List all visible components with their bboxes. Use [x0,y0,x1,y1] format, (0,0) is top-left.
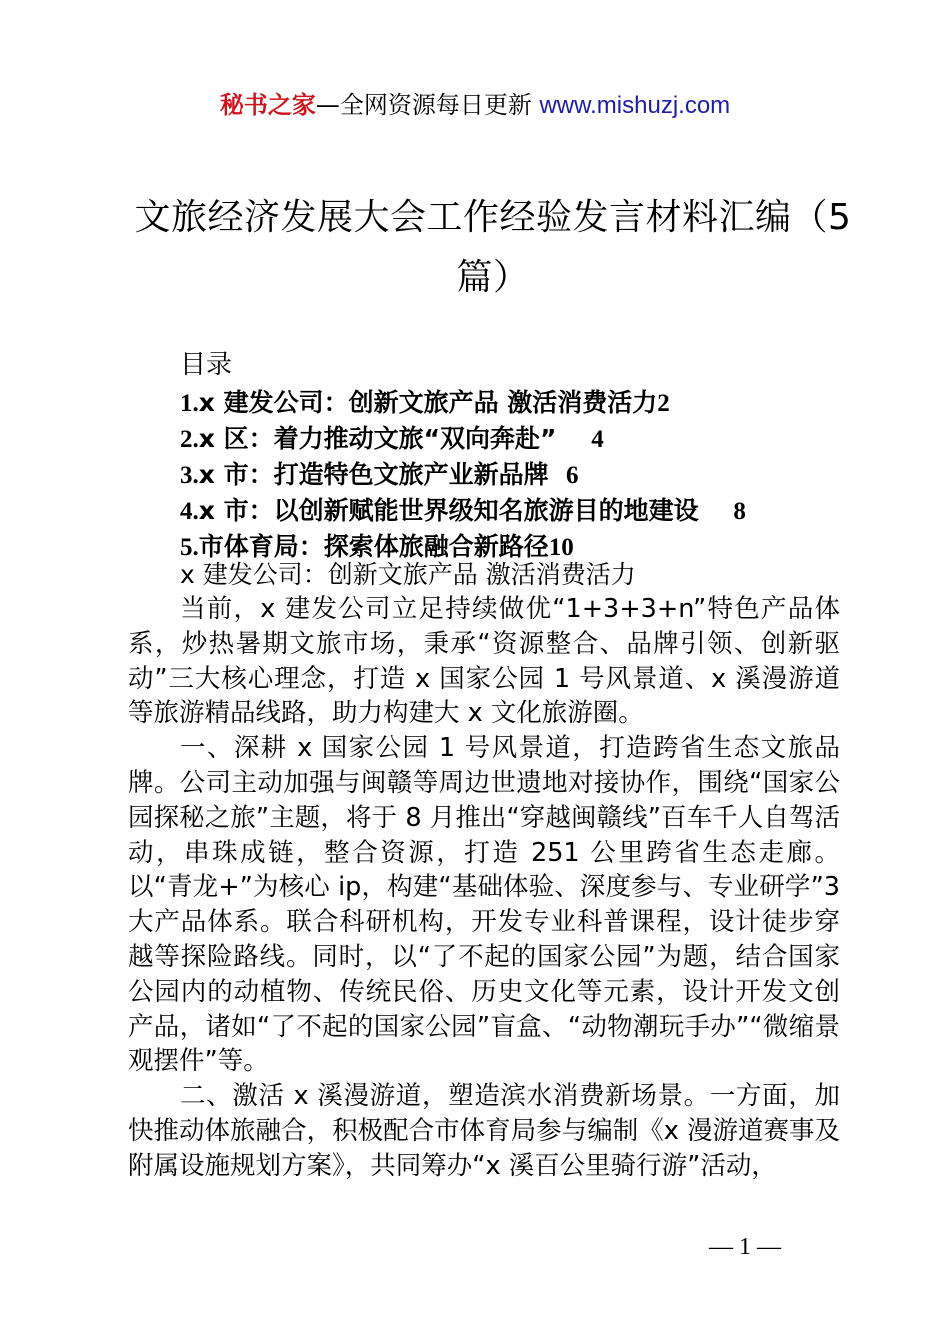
toc-item-number: 3. [180,462,199,489]
toc-item-page: 4 [591,426,604,453]
toc-item-text: x 市：打造特色文旅产业新品牌 [198,460,549,489]
toc-heading: 目录 [180,350,233,380]
toc-item-text: x 市：以创新赋能世界级知名旅游目的地建设 [198,496,699,525]
toc-item-number: 4. [180,498,199,525]
toc-item-page: 10 [548,534,574,561]
article-body [128,592,840,1184]
toc-item[interactable] [180,421,840,457]
toc-item-page: 6 [566,462,579,489]
toc-item[interactable] [180,457,840,493]
body-paragraph: 二、激活 x 溪漫游道，塑造滨水消费新场景。一方面，加快推动体旅融合，积极配合市体育局参与编制《x 漫游道赛事及附属设施规划方案》，共同筹办“x 溪百公里骑行游”活动， [128,1081,840,1181]
toc-item-number: 5. [180,534,199,561]
banner-slogan: —全网资源每日更新 [315,91,532,119]
document-title: 文旅经济发展大会工作经验发言材料汇编（5篇） [134,197,852,298]
toc-item-text: x 区：着力推动文旅“双向奔赴” [198,424,557,453]
toc-item[interactable] [180,493,840,529]
site-url[interactable]: www.mishuzj.com [539,92,731,119]
toc-item-page: 8 [733,498,746,525]
article-title: x 建发公司：创新文旅产品 激活消费活力 [180,560,636,589]
page-number: — 1 — [709,1234,781,1260]
body-paragraph: 当前，x 建发公司立足持续做优“1+3+3+n”特色产品体系，炒热暑期文旅市场，秉承“资源整合、品牌引领、创新驱动”三大核心理念，打造 x 国家公园 1 号风景道、x 溪漫游道等旅游精品线路，助力构建大 x 文化旅游圈。 [128,594,840,729]
toc-item-text: 市体育局：探索体旅融合新路径 [198,532,549,561]
table-of-contents [180,385,840,565]
toc-item[interactable] [180,385,840,421]
toc-item-number: 1. [180,390,199,417]
toc-item-number: 2. [180,426,199,453]
toc-item-text: x 建发公司：创新文旅产品 激活消费活力 [198,388,658,417]
toc-item-page: 2 [657,390,670,417]
brand-name: 秘书之家 [219,91,316,119]
site-banner [0,90,950,121]
body-paragraph: 一、深耕 x 国家公园 1 号风景道，打造跨省生态文旅品牌。公司主动加强与闽赣等周边世遗地对接协作，围绕“国家公园探秘之旅”主题，将于 8 月推出“穿越闽赣线”百车千人自驾活动，串珠成链，整合资源，打造 251 公里跨省生态走廊。以“青龙+”为核心 ip，构建“基础体验、深度参与、专业研学”3 大产品体系。联合科研机构，开发专业科普课程，设计徒步穿越等探险路线。同时，以“了不起的国家公园”为题，结合国家公园内的动植物、传统民俗、历史文化等元素，设计开发文创产品，诸如“了不起的国家公园”盲盒、“动物潮玩手办”“微缩景观摆件”等。 [128,733,840,1077]
